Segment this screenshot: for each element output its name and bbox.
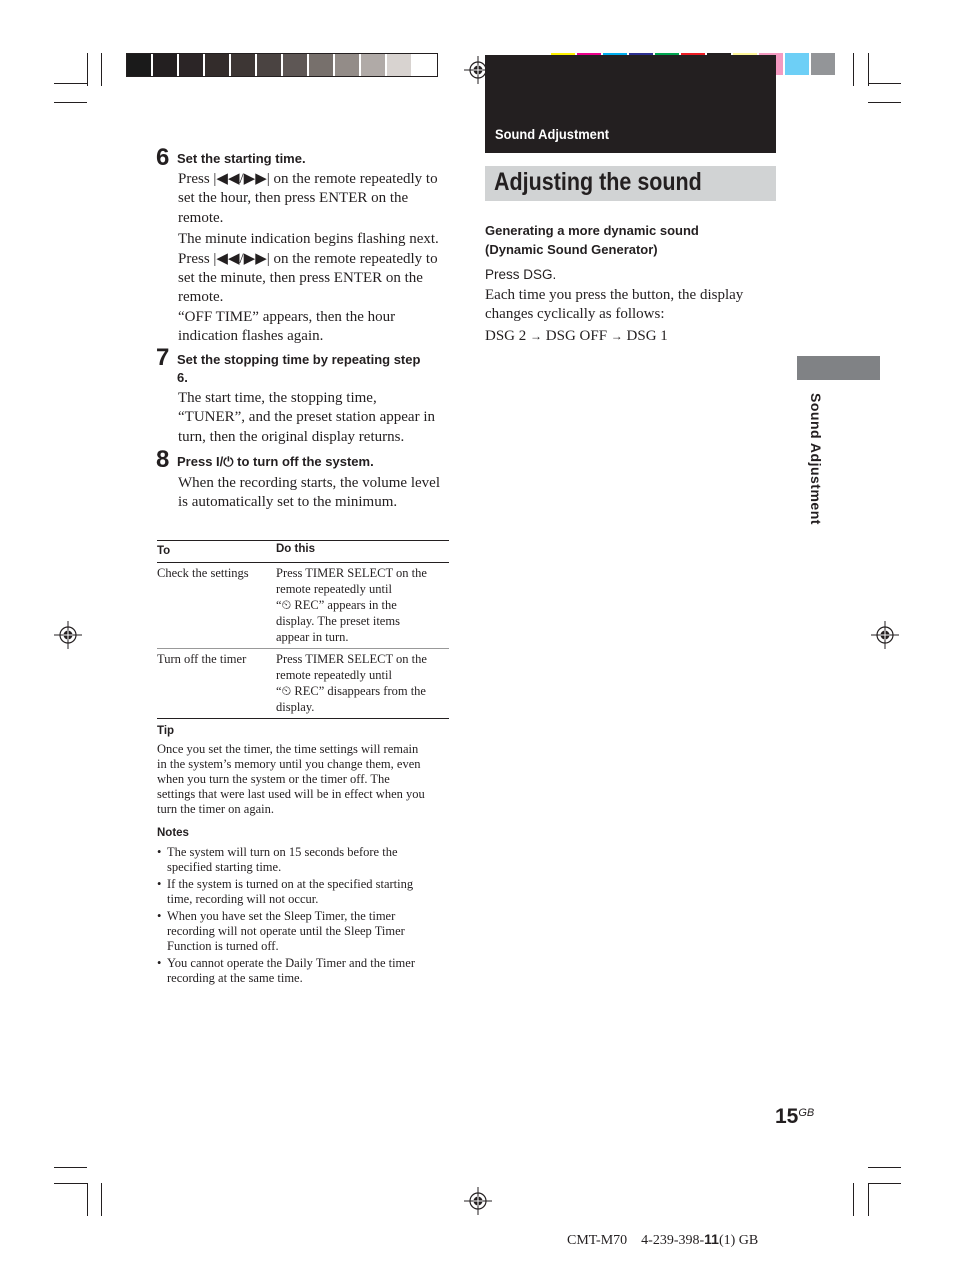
step-6-para-1: Press |◀◀/▶▶| on the remote repeatedly to set the hour, then press ENTER on the remote. [178, 171, 438, 226]
table-header-to: To [157, 545, 171, 557]
step-6-body [178, 170, 458, 347]
tip-heading: Tip [157, 725, 175, 737]
color-swatch [785, 53, 811, 75]
page-title: Adjusting the sound [494, 168, 702, 196]
step-6-para-3: “OFF TIME” appears, then the hour indication flashes again. [178, 308, 396, 345]
list-item: • When you have set the Sleep Timer, the timer recording will not operate until the Sleep Timer Function is turned off. [157, 909, 452, 954]
grey-swatch [205, 54, 231, 76]
step-7-heading: Set the stopping time by repeating step 6. [177, 352, 421, 385]
registration-mark-right-icon [871, 621, 899, 649]
grey-swatch [387, 54, 413, 76]
grey-scale-bar [126, 53, 438, 77]
dsg-mode-1: DSG 2 [485, 328, 527, 344]
tip-body: Once you set the timer, the time settings will remain in the system’s memory until you change them, even when you turn the system or the timer off. The settings that were last used will be in effect when you turn the timer on again. [157, 742, 425, 816]
page-number: $15^{GB}$ [775, 1105, 815, 1128]
step-6-para-2: The minute indication begins flashing next. Press |◀◀/▶▶| on the remote repeatedly to set the minute, then press ENTER on the remote. [178, 231, 439, 306]
arrow-right-icon: → [610, 329, 623, 343]
color-swatch [811, 53, 835, 75]
list-item: • The system will turn on 15 seconds before the specified starting time. [157, 845, 452, 875]
grey-swatch [127, 54, 153, 76]
step-8-heading: Press I/⏻ to turn off the system. [177, 454, 374, 469]
grey-swatch [257, 54, 283, 76]
registration-mark-left-icon [54, 621, 82, 649]
notes-heading: Notes [157, 827, 189, 839]
dsg-instruction: Press DSG. [485, 267, 557, 282]
dsg-sequence [485, 327, 668, 346]
grey-swatch [361, 54, 387, 76]
step-7-body: The start time, the stopping time, “TUNER”, and the preset station appear in turn, then the original display returns. [178, 390, 435, 445]
grey-swatch [179, 54, 205, 76]
grey-swatch [231, 54, 257, 76]
grey-swatch [153, 54, 179, 76]
list-item: • You cannot operate the Daily Timer and the timer recording at the same time. [157, 956, 452, 986]
grey-swatch [309, 54, 335, 76]
side-section-label: Sound Adjustment [808, 393, 824, 525]
table-row: Check the settings Press TIMER SELECT on the remote repeatedly until “⏲ REC” appears in the display. The preset items appear in turn. [157, 563, 449, 649]
step-number-6: 6 [156, 144, 170, 171]
timer-table [157, 540, 449, 719]
dsg-description: Each time you press the button, the display changes cyclically as follows: [485, 287, 744, 323]
registration-mark-bottom-icon [464, 1187, 492, 1215]
step-6-heading: Set the starting time. [177, 151, 306, 166]
table-row: Turn off the timer Press TIMER SELECT on the remote repeatedly until “⏲ REC” disappears from the display. [157, 649, 449, 719]
dsg-heading: Generating a more dynamic sound (Dynamic Sound Generator) [485, 223, 699, 257]
section-label: Sound Adjustment [495, 126, 610, 142]
step-number-8: 8 [156, 446, 170, 473]
grey-swatch [283, 54, 309, 76]
step-number-7: 7 [156, 344, 170, 371]
footer-code: CMT-M70 4-239-398-11(1) GB [567, 1231, 759, 1248]
grey-swatch [335, 54, 361, 76]
section-header-band [485, 55, 776, 153]
dsg-mode-3: DSG 1 [626, 328, 668, 344]
notes-list [157, 845, 452, 988]
table-header-do: Do this [276, 543, 315, 555]
side-tab [797, 356, 880, 380]
power-icon: I/⏻ [216, 454, 234, 469]
dsg-mode-2: DSG OFF [545, 328, 608, 344]
grey-swatch [413, 54, 437, 76]
step-8-body: When the recording starts, the volume level is automatically set to the minimum. [178, 475, 440, 511]
arrow-right-icon: → [530, 329, 543, 343]
page-title-band [485, 166, 776, 201]
list-item: • If the system is turned on at the specified starting time, recording will not occur. [157, 877, 452, 907]
